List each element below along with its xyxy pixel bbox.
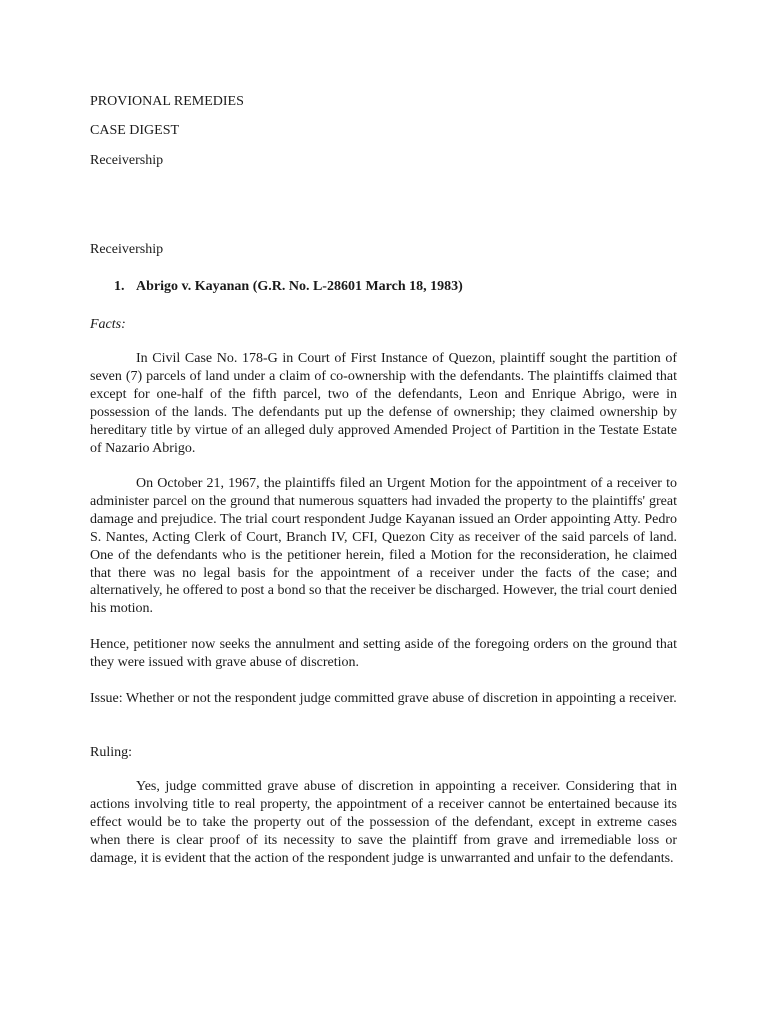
document-title: PROVIONAL REMEDIES — [90, 94, 244, 109]
facts-label: Facts: — [90, 317, 126, 332]
case-number: 1. — [114, 279, 125, 294]
section-heading: Receivership — [90, 242, 164, 257]
case-heading — [114, 278, 463, 296]
document-topic: Receivership — [90, 153, 164, 168]
ruling-paragraph: Yes, judge committed grave abuse of discretion in appointing a receiver. Considering that in actions involving title to real property, the appointment of a receiver cannot be entertained because its effect would be to take the property out of the possession of the defendant, except in extreme cases when there is clear proof of its necessity to save the plaintiff from grave and irremediable loss or damage, it is evident that the action of the respondent judge is unwarranted and unfair to the defendants. — [90, 779, 677, 866]
issue-paragraph: Issue: Whether or not the respondent judge committed grave abuse of discretion in appointing a receiver. — [90, 691, 677, 706]
facts-paragraph-2: On October 21, 1967, the plaintiffs filed an Urgent Motion for the appointment of a receiver to administer parcel on the ground that numerous squatters had invaded the property to the plaintiffs' great damage and prejudice. The trial court respondent Judge Kayanan issued an Order appointing Atty. Pedro S. Nantes, Acting Clerk of Court, Branch IV, CFI, Quezon City as receiver of the said parcels of land. One of the defendants who is the petitioner herein, filed a Motion for the reconsideration, he claimed that there was no legal basis for the appointment of a receiver under the facts of the case; and alternatively, he offered to post a bond so that the receiver be discharged. However, the trial court denied his motion. — [90, 476, 677, 617]
facts-paragraph-3: Hence, petitioner now seeks the annulment and setting aside of the foregoing orders on the ground that they were issued with grave abuse of discretion. — [90, 637, 677, 670]
ruling-label: Ruling: — [90, 745, 133, 760]
facts-paragraph-1: In Civil Case No. 178-G in Court of First Instance of Quezon, plaintiff sought the partition of seven (7) parcels of land under a claim of co-ownership with the defendants. The plaintiffs claimed that except for one-half of the fifth parcel, two of the defendants, Leon and Enrique Abrigo, were in possession of the lands. The defendants put up the defense of ownership; they claimed ownership by hereditary title by virtue of an alleged duly approved Amended Project of Partition in the Testate Estate of Nazario Abrigo. — [90, 351, 677, 456]
document-subtitle: CASE DIGEST — [90, 123, 180, 138]
case-title: Abrigo v. Kayanan (G.R. No. L-28601 March 18, 1983) — [136, 279, 463, 294]
